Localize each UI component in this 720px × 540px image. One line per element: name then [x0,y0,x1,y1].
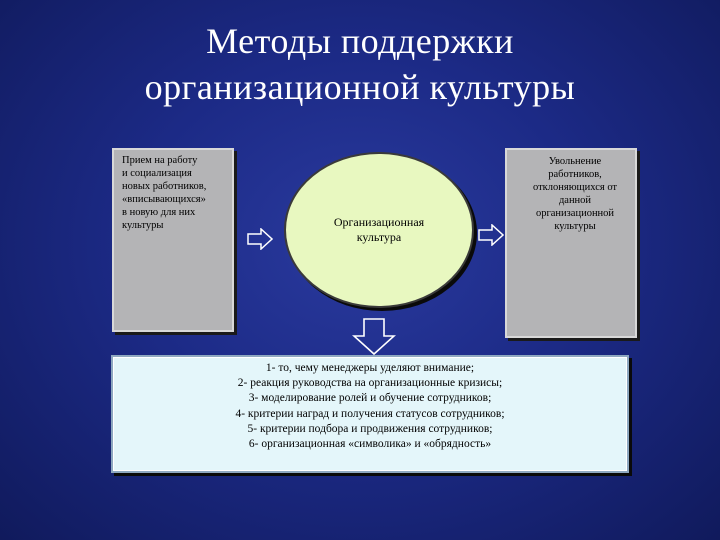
hiring-box [112,148,234,332]
methods-list [111,355,629,473]
list-item: 6- организационная «символика» и «обрядность» [248,438,492,451]
org-culture-ellipse [284,152,474,308]
list-item: 4- критерии наград и получения статусов сотрудников; [235,407,505,420]
dismissal-box [505,148,637,338]
org-culture-label: Организационная культура [333,215,425,244]
list-item: 3- моделирование ролей и обучение сотрудников; [248,392,492,405]
title-line-1: Методы поддержки [206,21,514,61]
arrow-right-icon [247,228,273,250]
title-line-2: организационной культуры [144,67,576,107]
list-item: 1- то, чему менеджеры уделяют внимание; [265,362,475,374]
arrow-right-icon [478,224,504,246]
hiring-box-text: Прием на работу и социализация новых работников, «вписывающихся» в новую для них культуры [122,155,207,231]
dismissal-box-text: Увольнение работников, отклоняющихся от данной организационной культуры [532,156,618,232]
page-title [0,18,720,110]
arrow-down-icon [352,318,396,356]
list-item: 5- критерии подбора и продвижения сотрудников; [247,422,493,435]
list-item: 2- реакция руководства на организационные кризисы; [237,377,503,390]
